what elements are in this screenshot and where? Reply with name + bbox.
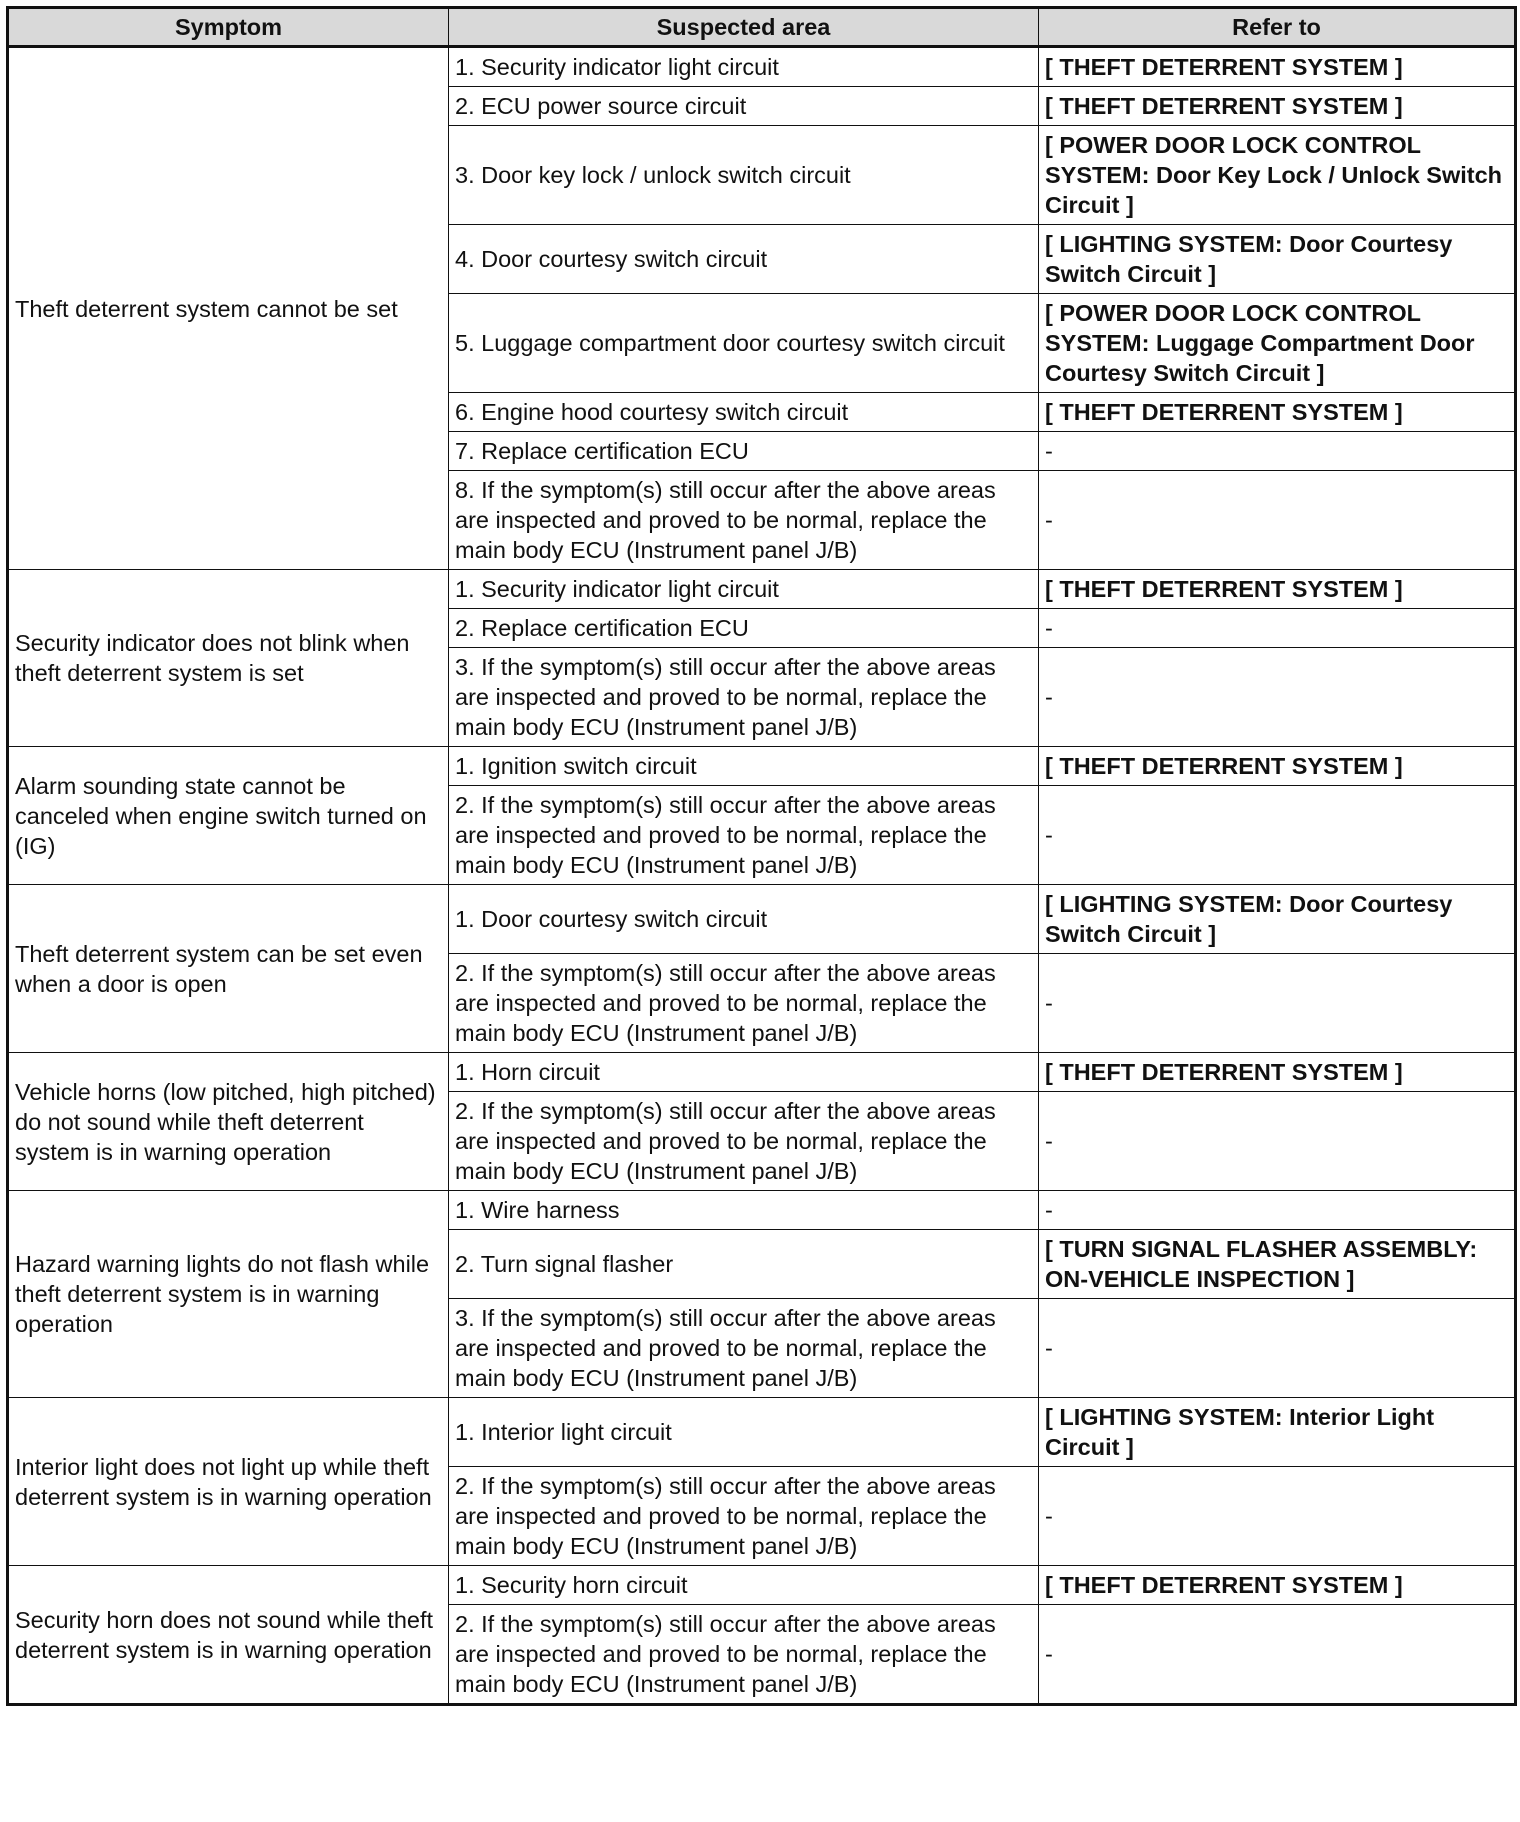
refer-to-cell: [ LIGHTING SYSTEM: Interior Light Circuit ] — [1039, 1398, 1516, 1467]
refer-to-cell: - — [1039, 648, 1516, 747]
refer-to-cell: - — [1039, 954, 1516, 1053]
refer-to-cell: [ LIGHTING SYSTEM: Door Courtesy Switch Circuit ] — [1039, 885, 1516, 954]
table-header — [8, 8, 1516, 47]
table-row — [8, 47, 1516, 87]
suspected-area-cell: 1. Ignition switch circuit — [449, 747, 1039, 786]
suspected-area-cell: 2. If the symptom(s) still occur after the above areas are inspected and proved to be normal, replace the main body ECU (Instrument panel J/B) — [449, 1467, 1039, 1566]
troubleshooting-table-container — [6, 6, 1514, 1706]
suspected-area-cell: 2. Replace certification ECU — [449, 609, 1039, 648]
suspected-area-cell: 2. If the symptom(s) still occur after the above areas are inspected and proved to be normal, replace the main body ECU (Instrument panel J/B) — [449, 1605, 1039, 1705]
symptom-cell: Security horn does not sound while theft deterrent system is in warning operation — [8, 1566, 449, 1705]
refer-to-cell: [ POWER DOOR LOCK CONTROL SYSTEM: Door Key Lock / Unlock Switch Circuit ] — [1039, 126, 1516, 225]
suspected-area-cell: 4. Door courtesy switch circuit — [449, 225, 1039, 294]
refer-to-cell: - — [1039, 609, 1516, 648]
suspected-area-cell: 6. Engine hood courtesy switch circuit — [449, 393, 1039, 432]
suspected-area-cell: 1. Interior light circuit — [449, 1398, 1039, 1467]
header-row — [8, 8, 1516, 47]
suspected-area-cell: 2. If the symptom(s) still occur after the above areas are inspected and proved to be normal, replace the main body ECU (Instrument panel J/B) — [449, 1092, 1039, 1191]
header-refer-to: Refer to — [1039, 8, 1516, 47]
refer-to-cell: [ LIGHTING SYSTEM: Door Courtesy Switch Circuit ] — [1039, 225, 1516, 294]
header-symptom: Symptom — [8, 8, 449, 47]
suspected-area-cell: 1. Security horn circuit — [449, 1566, 1039, 1605]
refer-to-cell: - — [1039, 1299, 1516, 1398]
refer-to-cell: [ POWER DOOR LOCK CONTROL SYSTEM: Luggage Compartment Door Courtesy Switch Circuit ] — [1039, 294, 1516, 393]
suspected-area-cell: 2. If the symptom(s) still occur after the above areas are inspected and proved to be normal, replace the main body ECU (Instrument panel J/B) — [449, 786, 1039, 885]
suspected-area-cell: 3. If the symptom(s) still occur after the above areas are inspected and proved to be normal, replace the main body ECU (Instrument panel J/B) — [449, 1299, 1039, 1398]
table-row — [8, 885, 1516, 954]
table-row — [8, 1398, 1516, 1467]
refer-to-cell: - — [1039, 1092, 1516, 1191]
refer-to-cell: [ THEFT DETERRENT SYSTEM ] — [1039, 393, 1516, 432]
refer-to-cell: [ THEFT DETERRENT SYSTEM ] — [1039, 87, 1516, 126]
refer-to-cell: [ THEFT DETERRENT SYSTEM ] — [1039, 1566, 1516, 1605]
suspected-area-cell: 2. If the symptom(s) still occur after the above areas are inspected and proved to be normal, replace the main body ECU (Instrument panel J/B) — [449, 954, 1039, 1053]
refer-to-cell: [ THEFT DETERRENT SYSTEM ] — [1039, 47, 1516, 87]
suspected-area-cell: 1. Door courtesy switch circuit — [449, 885, 1039, 954]
refer-to-cell: - — [1039, 786, 1516, 885]
suspected-area-cell: 7. Replace certification ECU — [449, 432, 1039, 471]
suspected-area-cell: 1. Wire harness — [449, 1191, 1039, 1230]
table-body — [8, 47, 1516, 1705]
suspected-area-cell: 1. Security indicator light circuit — [449, 47, 1039, 87]
refer-to-cell: - — [1039, 1467, 1516, 1566]
refer-to-cell: [ THEFT DETERRENT SYSTEM ] — [1039, 1053, 1516, 1092]
symptom-cell: Interior light does not light up while theft deterrent system is in warning operation — [8, 1398, 449, 1566]
header-suspected-area: Suspected area — [449, 8, 1039, 47]
suspected-area-cell: 2. Turn signal flasher — [449, 1230, 1039, 1299]
refer-to-cell: - — [1039, 432, 1516, 471]
suspected-area-cell: 5. Luggage compartment door courtesy switch circuit — [449, 294, 1039, 393]
symptom-cell: Vehicle horns (low pitched, high pitched) do not sound while theft deterrent system is in warning operation — [8, 1053, 449, 1191]
symptom-cell: Hazard warning lights do not flash while theft deterrent system is in warning operation — [8, 1191, 449, 1398]
table-row — [8, 1191, 1516, 1230]
symptom-cell: Theft deterrent system cannot be set — [8, 47, 449, 570]
symptom-cell: Security indicator does not blink when theft deterrent system is set — [8, 570, 449, 747]
table-row — [8, 1053, 1516, 1092]
table-row — [8, 747, 1516, 786]
troubleshooting-table — [6, 6, 1517, 1706]
table-row — [8, 1566, 1516, 1605]
refer-to-cell: - — [1039, 1191, 1516, 1230]
refer-to-cell: [ TURN SIGNAL FLASHER ASSEMBLY: ON-VEHICLE INSPECTION ] — [1039, 1230, 1516, 1299]
symptom-cell: Alarm sounding state cannot be canceled when engine switch turned on (IG) — [8, 747, 449, 885]
suspected-area-cell: 3. If the symptom(s) still occur after the above areas are inspected and proved to be normal, replace the main body ECU (Instrument panel J/B) — [449, 648, 1039, 747]
suspected-area-cell: 1. Horn circuit — [449, 1053, 1039, 1092]
symptom-cell: Theft deterrent system can be set even when a door is open — [8, 885, 449, 1053]
suspected-area-cell: 3. Door key lock / unlock switch circuit — [449, 126, 1039, 225]
suspected-area-cell: 8. If the symptom(s) still occur after the above areas are inspected and proved to be normal, replace the main body ECU (Instrument panel J/B) — [449, 471, 1039, 570]
table-row — [8, 570, 1516, 609]
refer-to-cell: [ THEFT DETERRENT SYSTEM ] — [1039, 570, 1516, 609]
refer-to-cell: [ THEFT DETERRENT SYSTEM ] — [1039, 747, 1516, 786]
suspected-area-cell: 1. Security indicator light circuit — [449, 570, 1039, 609]
refer-to-cell: - — [1039, 1605, 1516, 1705]
suspected-area-cell: 2. ECU power source circuit — [449, 87, 1039, 126]
refer-to-cell: - — [1039, 471, 1516, 570]
